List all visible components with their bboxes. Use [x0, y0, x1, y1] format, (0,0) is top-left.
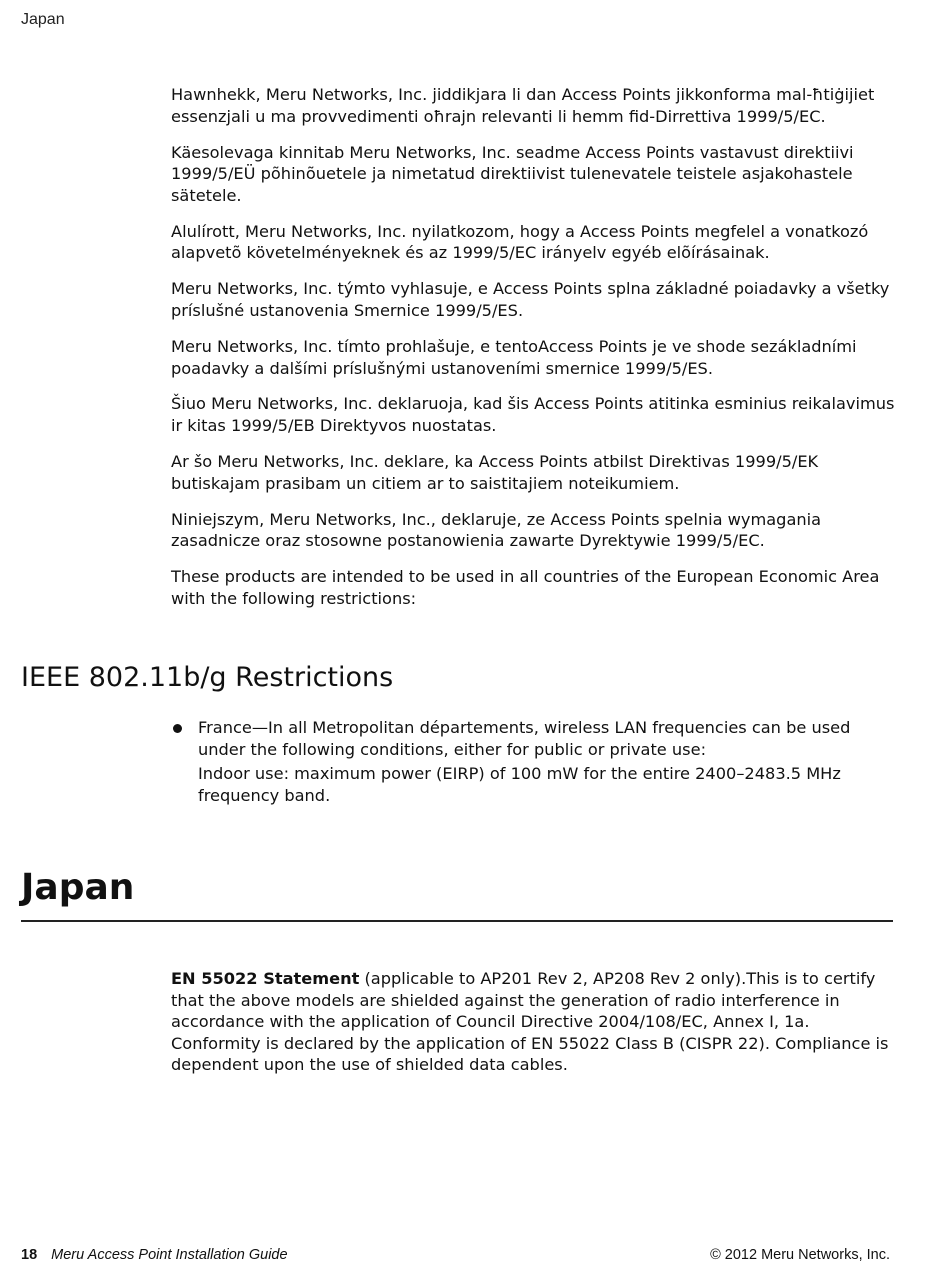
declaration-lithuanian: Šiuo Meru Networks, Inc. deklaruoja, kad šis Access Points atitinka esminius reikalavimus ir kitas 1999/5/EB Direktyvos nuostatas. — [171, 394, 895, 436]
declaration-polish: Niniejszym, Meru Networks, Inc., deklaruje, ze Access Points spelnia wymagania zasadnicze oraz stosowne postanowienia zawarte Dyrektywie 1999/5/EC. — [171, 509, 822, 551]
declaration-estonian: Käesolevaga kinnitab Meru Networks, Inc. seadme Access Points vastavust direktiivi 1999/5/EÜ põhinõuetele ja nimetatud direktiivist tulenevatele teistele asjakohastele sätetele. — [171, 142, 854, 205]
japan-heading: Japan — [21, 867, 135, 908]
declarations-block — [171, 84, 899, 624]
statement-body: (applicable to AP201 Rev 2, AP208 Rev 2 only).This is to certify that the above models are shielded against the generation of radio interference in accordance with the application of Council Directive 2004/108/EC, Annex I, 1a. Conformity is declared by the application of EN 55022 Class B (CISPR 22). Compliance is dependent upon the use of shielded data cables. — [171, 969, 889, 1075]
france-restriction: France—In all Metropolitan départements, wireless LAN frequencies can be used under the following conditions, either for public or private use: — [198, 718, 851, 759]
indoor-use-note: Indoor use: maximum power (EIRP) of 100 mW for the entire 2400–2483.5 MHz frequency band. — [198, 764, 841, 805]
declaration-czech: Meru Networks, Inc. tímto prohlašuje, e tentoAccess Points je ve shode sezákladními poadavky a dalšími príslušnými ustanoveními smernice 1999/5/ES. — [171, 336, 857, 378]
section-divider — [21, 920, 893, 922]
statement-title: EN 55022 Statement — [171, 969, 360, 988]
declaration-latvian: Ar šo Meru Networks, Inc. deklare, ka Access Points atbilst Direktivas 1999/5/EK butiskajam prasibam un citiem ar to saistitajiem noteikumiem. — [171, 452, 819, 493]
page-number: 18 — [21, 1247, 38, 1263]
copyright: © 2012 Meru Networks, Inc. — [710, 1247, 890, 1263]
restrictions-heading: IEEE 802.11b/g Restrictions — [21, 662, 394, 693]
declaration-maltese: Hawnhekk, Meru Networks, Inc. jiddikjara li dan Access Points jikkonforma mal-ħtiġijiet essenzjali u ma provvedimenti oħrajn relevanti li hemm fid-Dirrettiva 1999/5/EC. — [171, 85, 875, 126]
en55022-statement — [171, 968, 899, 1076]
restrictions-list — [171, 717, 899, 806]
footer-left — [21, 1247, 288, 1263]
eea-restrictions-intro: These products are intended to be used in all countries of the European Economic Area with the following restrictions: — [171, 567, 880, 608]
bullet-icon — [173, 724, 182, 733]
running-header: Japan — [21, 11, 65, 28]
guide-title: Meru Access Point Installation Guide — [51, 1247, 288, 1263]
declaration-hungarian: Alulírott, Meru Networks, Inc. nyilatkozom, hogy a Access Points megfelel a vonatkozó alapvetõ követelményeknek és az 1999/5/EC irányelv egyéb elõírásainak. — [171, 221, 869, 263]
declaration-slovak: Meru Networks, Inc. týmto vyhlasuje, e Access Points splna základné poiadavky a všetky príslušné ustanovenia Smernice 1999/5/ES. — [171, 279, 890, 320]
list-item — [171, 717, 899, 806]
